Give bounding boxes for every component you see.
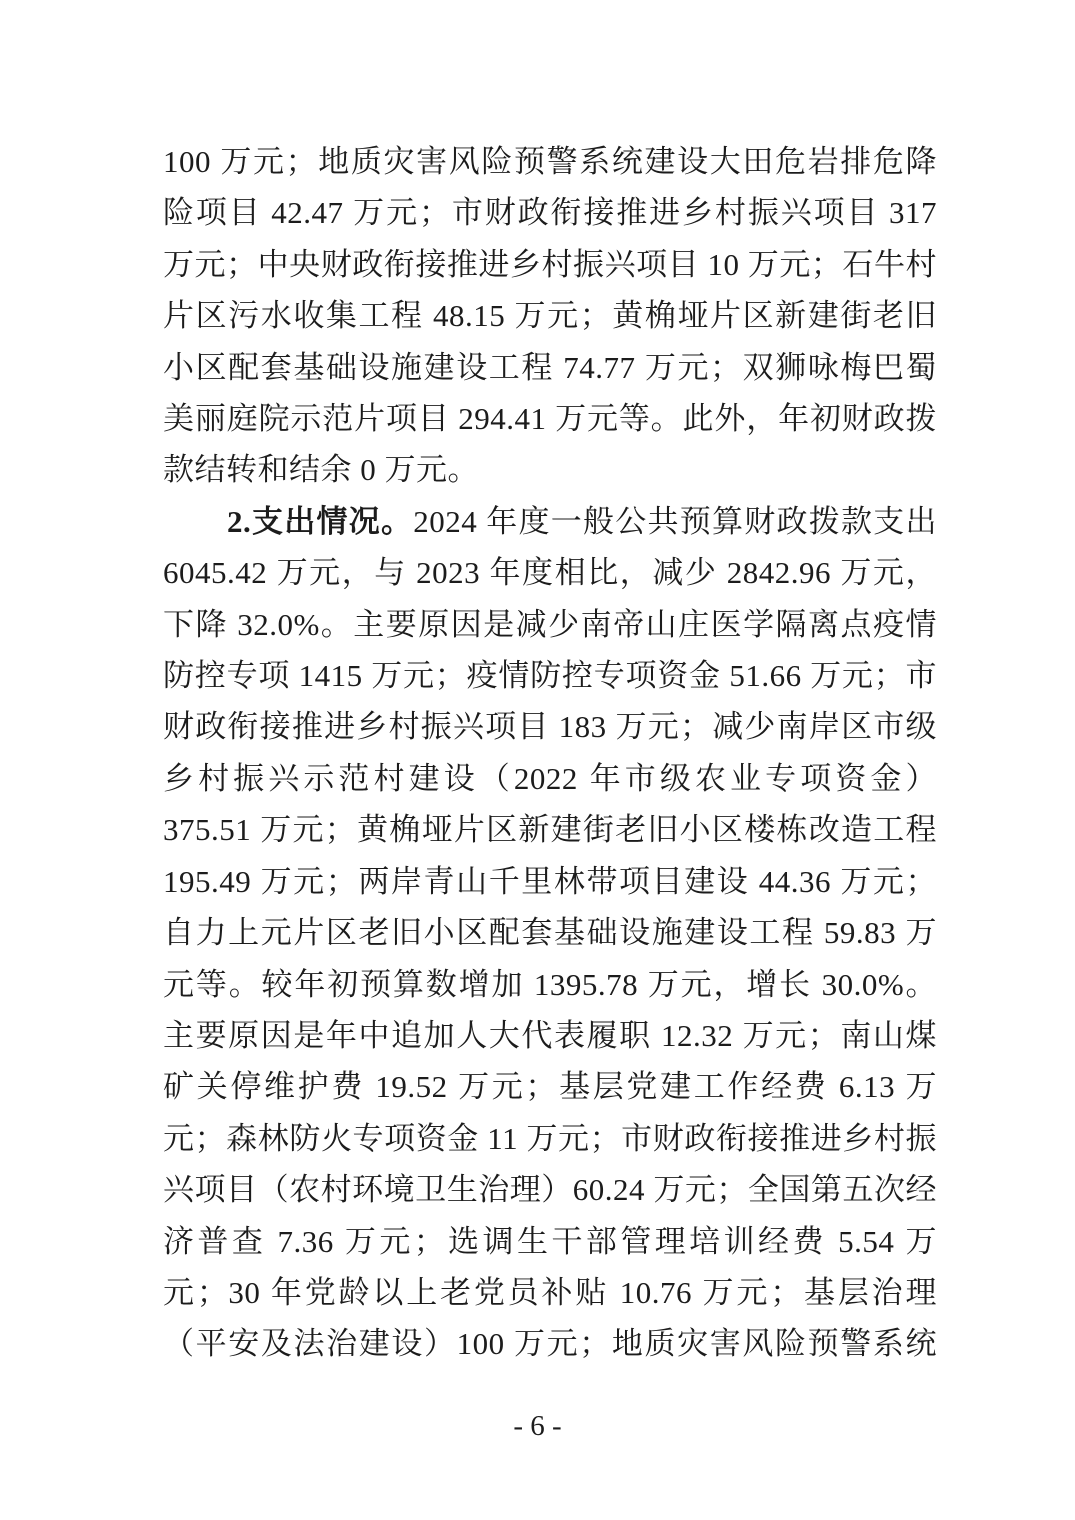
paragraph-expenditure-heading: 2.支出情况。	[227, 503, 414, 539]
paragraph-expenditure-body: 2024 年度一般公共预算财政拨款支出 6045.42 万元，与 2023 年度相比，减少 2842.96 万元，下降 32.0%。主要原因是减少南帝山庄医学隔离点疫情防控专项 1415 万元；疫情防控专项资金 51.66 万元；市财政衔接推进乡村振兴项目 183 万元；减少南岸区市级乡村振兴示范村建设（2022 年市级农业专项资金）375.51 万元；黄桷垭片区新建街老旧小区楼栋改造工程 195.49 万元；两岸青山千里林带项目建设 44.36 万元；自力上元片区老旧小区配套基础设施建设工程 59.83 万元等。较年初预算数增加 1395.78 万元，增长 30.0%。主要原因是年中追加人大代表履职 12.32 万元；南山煤矿关停维护费 19.52 万元；基层党建工作经费 6.13 万元；森林防火专项资金 11 万元；市财政衔接推进乡村振兴项目（农村环境卫生治理）60.24 万元；全国第五次经济普查 7.36 万元；选调生干部管理培训经费 5.54 万元；30 年党龄以上老党员补贴 10.76 万元；基层治理（平安及法治建设）100 万元；地质灾害风险预警系统	[163, 503, 937, 1362]
paragraph-carryover: 100 万元；地质灾害风险预警系统建设大田危岩排危降险项目 42.47 万元；市财政衔接推进乡村振兴项目 317 万元；中央财政衔接推进乡村振兴项目 10 万元；石牛村片区污水收集工程 48.15 万元；黄桷垭片区新建街老旧小区配套基础设施建设工程 74.77 万元；双狮咏梅巴蜀美丽庭院示范片项目 294.41 万元等。此外，年初财政拨款结转和结余 0 万元。	[163, 144, 937, 488]
paragraph-expenditure	[163, 496, 937, 1368]
page-number: - 6 -	[513, 1410, 562, 1442]
page-body-text	[163, 136, 937, 1368]
